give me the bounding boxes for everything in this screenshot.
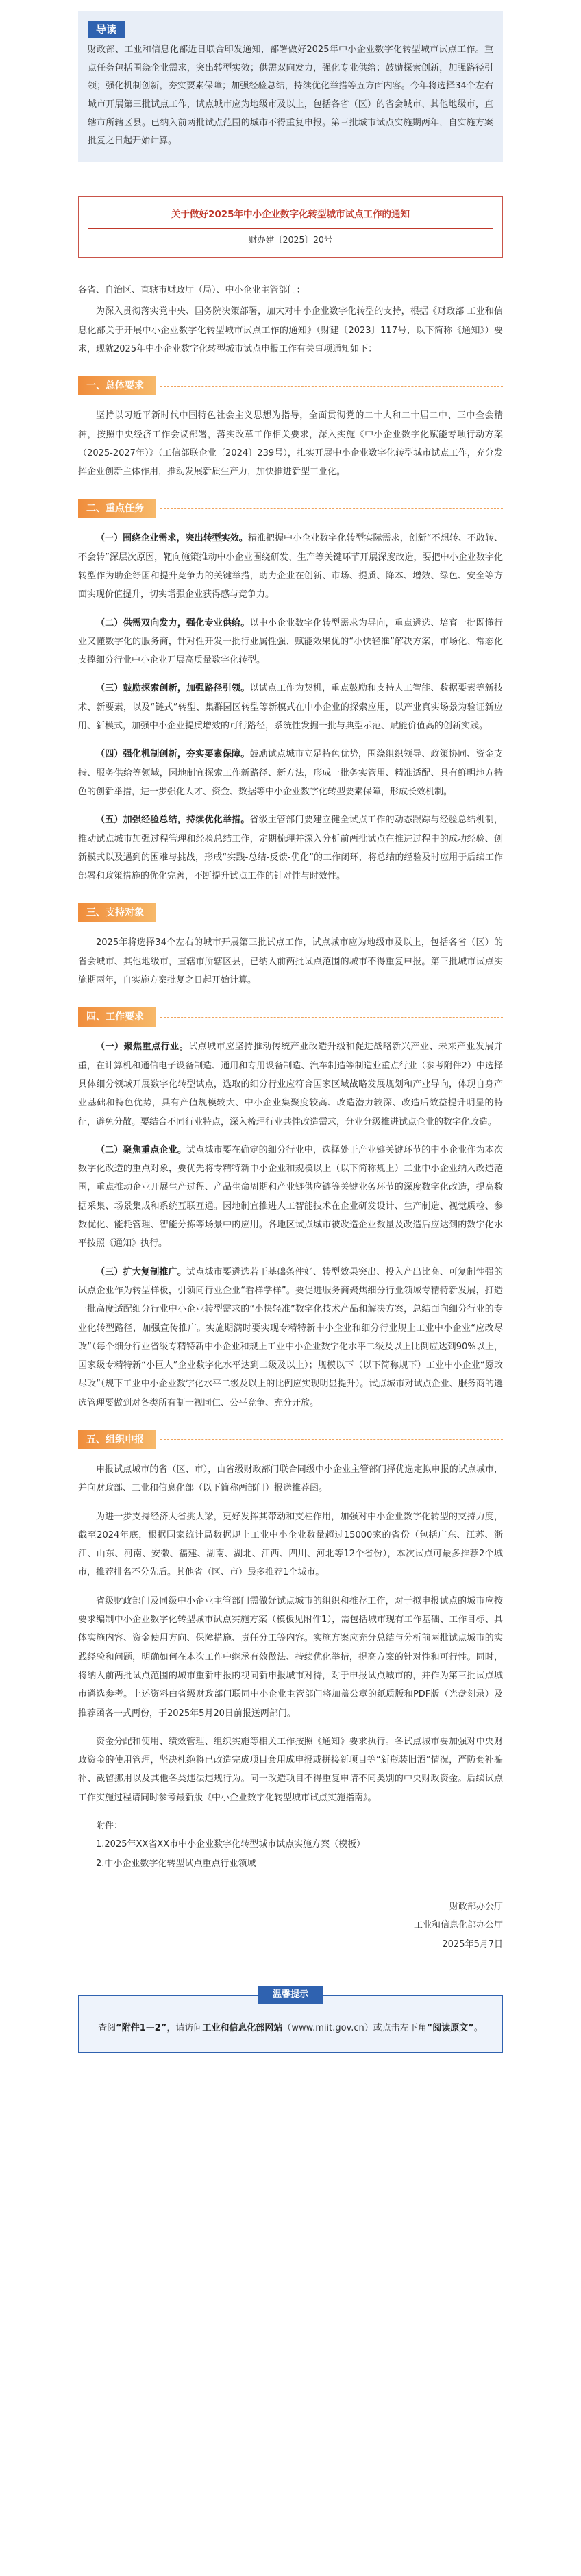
tip-pre: 查阅 [98,2022,116,2033]
requirement-text: 试点城市要在确定的细分行业中，选择处于产业链关键环节的中小企业作为本次数字化改造的重点对象，要优先将专精特新中小企业和规模以上（以下简称规上）工业中小企业纳入改造范围，重点推动企业开展生产过程、产品生命周期和产业链供应链等关键业务环节的深度数字化改造，提高数据采集、场景集成和系统互联互通。因地制宜推进人工智能技术在企业研发设计、生产制造、视觉质检、参数优化、能耗管理、智能分拣等场景中的应用。各地区试点城市被改造企业数量及改造后应达到的数字化水平按照《通知》执行。 [78,1144,503,1249]
section-title: 四、工作要求 [78,1007,156,1027]
lead-tag: 导读 [88,21,125,38]
section-divider [160,1017,503,1018]
tip-end: 。 [473,2022,483,2033]
requirement-text: 试点城市要遴选若干基础条件好、转型效果突出、投入产出比高、可复制性强的试点企业作为转型样板，引领同行业企业“看样学样”。要促进服务商聚焦细分行业领域专精特新发展，打造一批高度适配细分行业中小企业转型需求的“小快轻准”数字化技术产品和解决方案，总结面向细分行业的专业化转型路径，加强宣传推广。实施期满时要实现专精特新中小企业和细分行业规上工业中小企业“应改尽改”（每个细分行业省级专精特新中小企业和规上工业中小企业数字化水平二级及以上比例应达到90%以上，国家级专精特新“小巨人”企业数字化水平达到二级及以上）；规模以下（以下简称规下）工业中小企业“愿改尽改”（规下工业中小企业数字化水平二级及以上的比例应实现明显提升）。试点城市对试点企业、服务商的遴选管理要做到对各类所有制一视同仁、公平竞争、充分开放。 [78,1266,503,1408]
task-text: 精准把握中小企业数字化转型实际需求，创新“不想转、不敢转、不会转”深层次原因，靶向施策推动中小企业围绕研发、生产等关键环节开展深度改造，要把中小企业数字化转型作为助企纾困和提升竞争力的关键举措，助力企业在创新、市场、提质、降本、增效、绿色、安全等方面实现价值提升，切实增强企业获得感与竞争力。 [78,533,503,600]
attachment-item: 2.中小企业数字化转型试点重点行业领域 [96,1858,256,1869]
attachments [78,1817,503,1873]
task-item [78,529,503,604]
section-title: 三、支持对象 [78,903,156,922]
tip-mid: ，请访问 [166,2022,203,2033]
section-heading [78,499,503,518]
attachments-label: 附件： [96,1821,123,1832]
notice-title: 关于做好2025年中小企业数字化转型城市试点工作的通知 [171,208,410,220]
task-text: 省级主管部门要建立健全试点工作的动态跟踪与经验总结机制，推动试点城市加强过程管理和经验总结工作，定期梳理并深入分析前两批试点在推进过程中的成功经验、创新模式以及遇到的困难与挑战，形成“实践-总结-反馈-优化”的工作闭环，将总结的经验及时应用于后续工作部署和政策措施的优化完善，不断提升试点工作的针对性与时效性。 [78,815,503,882]
section-heading [78,1430,503,1449]
task-lead: （三）鼓励探索创新，加强路径引领。 [96,683,250,694]
tip-site-link[interactable]: 工业和信息化部网站 [202,2022,283,2033]
requirement-lead: （二）聚焦重点企业。 [96,1144,187,1155]
lead-box [78,11,503,162]
section-title: 二、重点任务 [78,499,156,518]
notice-divider [88,228,493,229]
section-title: 五、组织申报 [78,1430,156,1449]
attachment-item: 1.2025年XX省XX市中小企业数字化转型城市试点实施方案（模板） [96,1839,366,1850]
section-divider [160,508,503,509]
section-paragraph: 申报试点城市的省（区、市），由省级财政部门联合同级中小企业主管部门择优选定拟申报的试点城市，并向财政部、工业和信息化部（以下简称两部门）报送推荐函。 [78,1464,503,1494]
tip-box [78,1989,503,2053]
signature-org: 工业和信息化部办公厅 [413,1920,503,1931]
section-paragraph: 资金分配和使用、绩效管理、组织实施等相关工作按照《通知》要求执行。各试点城市要加强对中央财政资金的使用管理，坚决杜绝将已改造完成项目套用成申报或拼接新项目等“新瓶装旧酒”情况，严防套补骗补、截留挪用以及其他各类违法违规行为。同一改造项目不得重复申请不同类别的中央财政资金。后续试点工作实施过程请同时参考最新版《中小企业数字化转型城市试点实施指南》。 [78,1736,503,1803]
requirement-item [78,1141,503,1253]
signature-block [78,1898,503,1954]
requirement-lead: （一）聚焦重点行业。 [96,1042,189,1053]
section-paragraph: 省级财政部门及同级中小企业主管部门需做好试点城市的组织和推荐工作，对于拟申报试点的城市应按要求编制中小企业数字化转型城市试点实施方案（模板见附件1），需包括城市现有工作基础、工作目标、具体实施内容、资金使用方向、保障措施、责任分工等内容。实施方案应充分总结与分析前两批试点城市的实践经验和问题，明确如何在本次工作中继承有效做法、持续优化举措，提高方案的针对性和可行性。同时，将纳入前两批试点范围的城市重新申报的视同新申报城市对待，对于申报试点城市的，并作为第三批试点城市遴选参考。上述资料由省级财政部门联同中小企业主管部门将加盖公章的纸质版和PDF版（光盘刻录）及推荐函各一式两份，于2025年5月20日前报送两部门。 [78,1595,503,1719]
notice-card [78,196,503,258]
task-item [78,679,503,735]
section-divider [160,1439,503,1440]
task-item [78,614,503,670]
signature-org: 财政部办公厅 [449,1901,503,1912]
requirement-item [78,1263,503,1412]
task-lead: （一）围绕企业需求，突出转型实效。 [96,533,248,544]
task-lead: （四）强化机制创新，夯实要素保障。 [96,749,250,760]
section-heading [78,903,503,922]
tip-read-original-link[interactable]: “阅读原文” [426,2022,474,2033]
lead-text: 财政部、工业和信息化部近日联合印发通知，部署做好2025年中小企业数字化转型城市试点工作。重点任务包括围绕企业需求，突出转型实效；供需双向发力，强化专业供给；鼓励探索创新，加强路径引领；强化机制创新，夯实要素保障；加强经验总结，持续优化举措等五方面内容。今年将选择34个左右城市开展第三批试点工作，试点城市应为地级市及以上，包括各省（区）的省会城市、其他地级市，直辖市所辖区县。已纳入前两批试点范围的城市不得重复申报。第三批城市试点实施期两年，自实施方案批复之日起开始计算。 [88,45,493,147]
task-text: 以试点工作为契机，重点鼓励和支持人工智能、数据要素等新技术、新要素，以及“链式”转型、集群园区转型等新模式在中小企业的探索应用，以产业真实场景为验证新应用、新模式，加强中小企业提质增效的可行路径，系统性发掘一批与典型示范、赋能价值高的创新实践。 [78,683,503,732]
section-paragraph: 2025年将选择34个左右的城市开展第三批试点工作，试点城市应为地级市及以上，包括各省（区）的省会城市、其他地级市，直辖市所辖区县，已纳入前两批试点范围的城市不得重复申报。第三批城市试点实施期两年，自实施方案批复之日起开始计算。 [78,937,503,986]
requirement-item [78,1038,503,1131]
task-text: 鼓励试点城市立足特色优势，围绕组织领导、政策协同、资金支持、服务供给等领域，因地制宜探索工作新路径、新方法，形成一批务实管用、精准适配、具有鲜明地方特色的创新举措，进一步强化人才、资金、数据等中小企业数字化转型要素保障，形成长效机制。 [78,749,503,797]
section-heading [78,1007,503,1027]
task-item [78,745,503,801]
requirement-text: 试点城市应坚持推动传统产业改造升级和促进战略新兴产业、未来产业发展并重，在计算机和通信电子设备制造、通用和专用设备制造、汽车制造等制造业重点行业（参考附件2）中选择具体细分领域开展数字化转型试点，选取的细分行业应符合国家区域战略发展规划和产业导向，体现自身产业基础和特色优势，具有产值规模较大、中小企业集聚度较高、改造潜力较深、改造后效益提升明显的特征，避免分散。要结合不同行业特点，深入梳理行业共性改造需求，分业分级推进试点企业的数字化改造。 [78,1042,503,1127]
section-heading [78,376,503,395]
signature-date: 2025年5月7日 [442,1939,503,1950]
tip-wrapper [78,1989,503,2071]
tip-url: （www.miit.gov.cn）或点击左下角 [282,2022,427,2033]
section-title: 一、总体要求 [78,376,156,395]
section-paragraph: 坚持以习近平新时代中国特色社会主义思想为指导，全面贯彻党的二十大和二十届二中、三中全会精神，按照中央经济工作会议部署，落实改革工作相关要求，深入实施《中小企业数字化赋能专项行动方案（2025-2027年）》（工信部联企业〔2024〕239号），扎实开展中小企业数字化转型城市试点工作，充分发挥企业创新主体作用，推动发展新质生产力，加快推进新型工业化。 [78,410,503,478]
section-paragraph: 为进一步支持经济大省挑大梁，更好发挥其带动和支柱作用，加强对中小企业数字化转型的支持力度，截至2024年底，根据国家统计局数据规上工业中小企业数量超过15000家的省份（包括广东、江苏、浙江、山东、河南、安徽、福建、湖南、湖北、江西、四川、河北等12个省份），本次试点可最多推荐2个城市，推荐排名不分先后。其他省（区、市）最多推荐1个城市。 [78,1511,503,1578]
tip-attachment-ref: “附件1—2” [116,2022,167,2033]
notice-doc-number: 财办建〔2025〕20号 [248,234,333,245]
tip-tag: 温馨提示 [258,1986,323,2004]
salutation: 各省、自治区、直辖市财政厅（局）、中小企业主管部门： [78,285,306,296]
task-lead: （五）加强经验总结，持续优化举措。 [96,815,250,826]
intro-paragraph: 为深入贯彻落实党中央、国务院决策部署，加大对中小企业数字化转型的支持，根据《财政部 工业和信息化部关于开展中小企业数字化转型城市试点工作的通知》（财建〔2023〕117号，以下简称《通知》）要求，现就2025年中小企业数字化转型城市试点申报工作有关事项通知如下： [78,306,503,354]
requirement-lead: （三）扩大复制推广。 [96,1266,187,1277]
tip-text [91,2019,490,2037]
task-item [78,811,503,885]
task-lead: （二）供需双向发力，强化专业供给。 [96,617,250,628]
task-text: 以中小企业数字化转型需求为导向，重点遴选、培育一批既懂行业又懂数字化的服务商，针对性开发一批行业属性强、赋能效果优的“小快轻准”解决方案，市场化、常态化支撑细分行业中小企业开展高质量数字化转型。 [78,617,503,666]
section-divider [160,386,503,387]
